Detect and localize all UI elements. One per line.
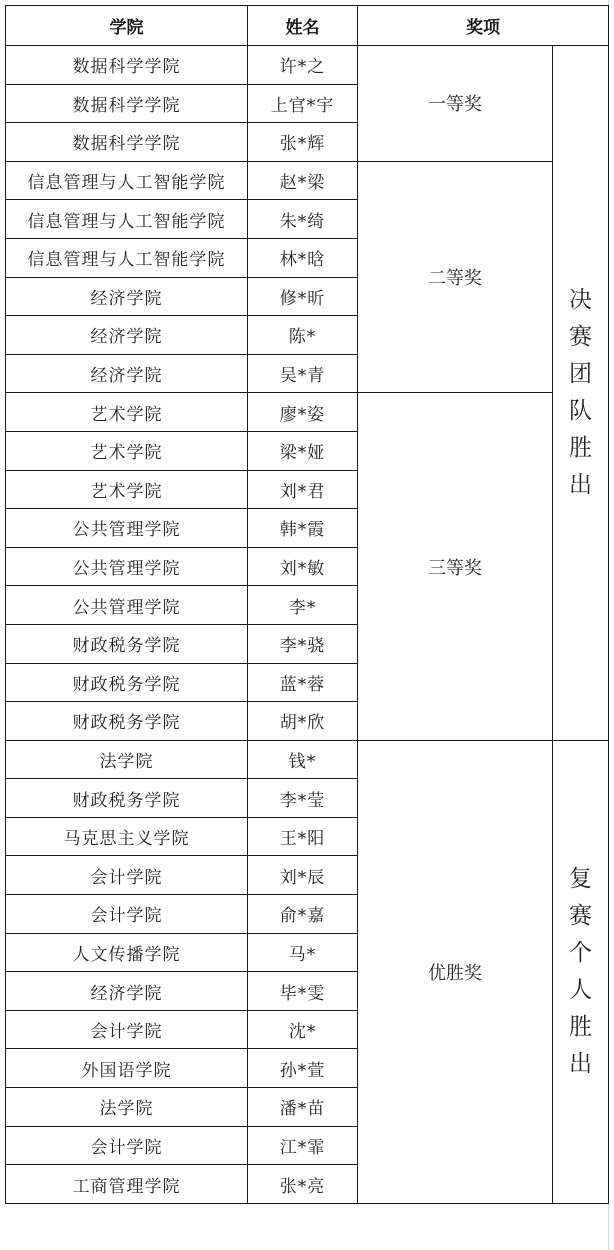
college-cell: 经济学院 <box>6 277 248 316</box>
name-cell: 蓝*蓉 <box>248 663 358 702</box>
name-cell: 沈* <box>248 1010 358 1049</box>
category-char: 决 <box>569 286 592 313</box>
college-cell: 外国语学院 <box>6 1049 248 1088</box>
college-cell: 艺术学院 <box>6 470 248 509</box>
college-cell: 财政税务学院 <box>6 779 248 818</box>
name-cell: 朱*绮 <box>248 200 358 239</box>
college-cell: 会计学院 <box>6 1010 248 1049</box>
college-cell: 法学院 <box>6 740 248 779</box>
category-cell <box>553 740 609 1203</box>
college-cell: 经济学院 <box>6 972 248 1011</box>
name-cell: 廖*姿 <box>248 393 358 432</box>
name-cell: 许*之 <box>248 46 358 85</box>
award-header: 奖项 <box>358 6 609 46</box>
name-cell: 林*晗 <box>248 238 358 277</box>
name-cell: 梁*娅 <box>248 431 358 470</box>
category-char: 赛 <box>569 902 592 929</box>
college-cell: 数据科学学院 <box>6 84 248 123</box>
category-char: 出 <box>569 1050 592 1077</box>
table-row <box>6 161 609 200</box>
name-cell: 刘*君 <box>248 470 358 509</box>
award-cell: 一等奖 <box>358 46 553 162</box>
name-cell: 韩*霞 <box>248 509 358 548</box>
college-cell: 人文传播学院 <box>6 933 248 972</box>
college-cell: 数据科学学院 <box>6 46 248 85</box>
name-cell: 上官*宇 <box>248 84 358 123</box>
category-char: 复 <box>569 865 592 892</box>
name-cell: 李*莹 <box>248 779 358 818</box>
name-cell: 王*阳 <box>248 817 358 856</box>
name-cell: 修*昕 <box>248 277 358 316</box>
name-cell: 孙*萱 <box>248 1049 358 1088</box>
college-cell: 数据科学学院 <box>6 123 248 162</box>
name-header: 姓名 <box>248 6 358 46</box>
college-cell: 会计学院 <box>6 1126 248 1165</box>
category-cell <box>553 46 609 741</box>
college-cell: 公共管理学院 <box>6 547 248 586</box>
college-cell: 信息管理与人工智能学院 <box>6 200 248 239</box>
name-cell: 张*亮 <box>248 1165 358 1204</box>
name-cell: 刘*敏 <box>248 547 358 586</box>
table-row <box>6 46 609 85</box>
award-table <box>5 5 609 1204</box>
college-cell: 经济学院 <box>6 354 248 393</box>
name-cell: 毕*雯 <box>248 972 358 1011</box>
category-char: 个 <box>569 939 592 966</box>
name-cell: 陈* <box>248 316 358 355</box>
college-cell: 工商管理学院 <box>6 1165 248 1204</box>
college-cell: 马克思主义学院 <box>6 817 248 856</box>
college-cell: 财政税务学院 <box>6 624 248 663</box>
name-cell: 李*骁 <box>248 624 358 663</box>
award-cell: 优胜奖 <box>358 740 553 1203</box>
college-cell: 艺术学院 <box>6 431 248 470</box>
name-cell: 马* <box>248 933 358 972</box>
name-cell: 钱* <box>248 740 358 779</box>
name-cell: 刘*辰 <box>248 856 358 895</box>
category-char: 人 <box>569 976 592 1003</box>
category-char: 团 <box>569 360 592 387</box>
college-cell: 经济学院 <box>6 316 248 355</box>
college-cell: 公共管理学院 <box>6 509 248 548</box>
table-row <box>6 393 609 432</box>
header-row <box>6 6 609 46</box>
name-cell: 潘*苗 <box>248 1088 358 1127</box>
college-cell: 财政税务学院 <box>6 663 248 702</box>
table-body <box>6 46 609 1204</box>
college-cell: 会计学院 <box>6 895 248 934</box>
college-cell: 法学院 <box>6 1088 248 1127</box>
award-cell: 三等奖 <box>358 393 553 740</box>
name-cell: 李* <box>248 586 358 625</box>
college-cell: 艺术学院 <box>6 393 248 432</box>
award-cell: 二等奖 <box>358 161 553 393</box>
name-cell: 张*辉 <box>248 123 358 162</box>
name-cell: 胡*欣 <box>248 702 358 741</box>
category-char: 出 <box>569 471 592 498</box>
college-cell: 信息管理与人工智能学院 <box>6 238 248 277</box>
table-row <box>6 740 609 779</box>
college-cell: 公共管理学院 <box>6 586 248 625</box>
category-char: 赛 <box>569 323 592 350</box>
name-cell: 吴*青 <box>248 354 358 393</box>
college-cell: 会计学院 <box>6 856 248 895</box>
category-char: 队 <box>569 397 592 424</box>
college-cell: 财政税务学院 <box>6 702 248 741</box>
college-cell: 信息管理与人工智能学院 <box>6 161 248 200</box>
name-cell: 赵*梁 <box>248 161 358 200</box>
college-header: 学院 <box>6 6 248 46</box>
name-cell: 俞*嘉 <box>248 895 358 934</box>
category-char: 胜 <box>569 434 592 461</box>
name-cell: 江*霏 <box>248 1126 358 1165</box>
category-char: 胜 <box>569 1013 592 1040</box>
